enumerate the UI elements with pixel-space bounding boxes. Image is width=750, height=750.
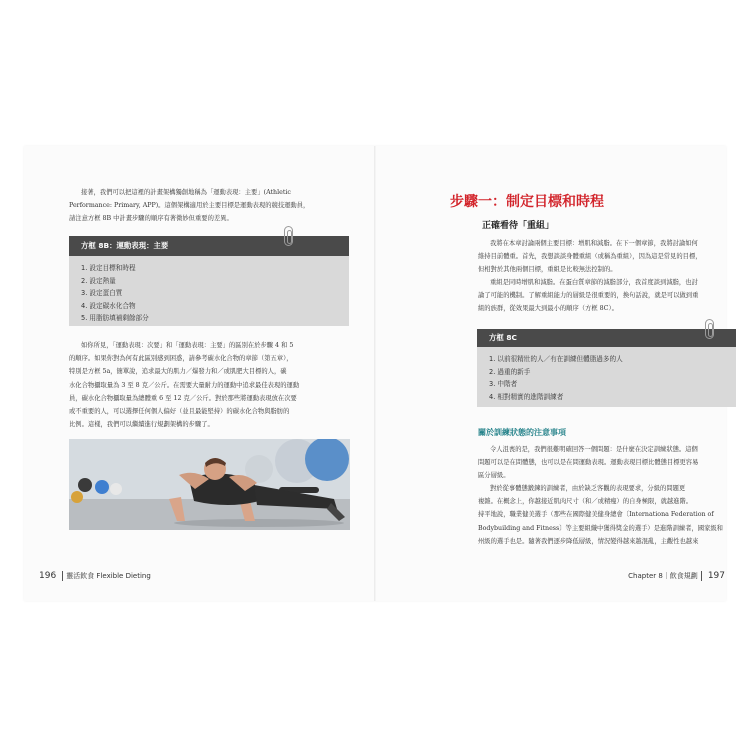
paragraph-4 bbox=[478, 482, 736, 548]
right-page-number: 197 bbox=[707, 571, 725, 581]
p4-line: 持平地說，職業健美選手（那些在國際健美健身總會〔Internationa Federation of bbox=[478, 511, 714, 519]
intro-line: 接著，我們可以把這裡的計畫架構獨創地稱為「運動表現：主要」(Athletic bbox=[81, 189, 291, 196]
p4-line: Bodybuilding and Fitness〕等主要組織中獲得獎金的選手）是進階訓練者，國家級和 bbox=[478, 524, 723, 532]
body-line: 水化合物攝取量為 3 至 8 克／公斤。在需要大量耐力的運動中追求最佳表現的運動 bbox=[69, 381, 300, 389]
right-footer bbox=[628, 571, 728, 581]
paragraph-2 bbox=[478, 276, 736, 316]
left-footer bbox=[36, 571, 151, 581]
box-8b-item: 4. 設定碳水化合物 bbox=[81, 301, 136, 310]
paperclip-icon bbox=[284, 226, 293, 246]
box-8c-list bbox=[477, 347, 736, 403]
intro-line: 請注意方框 8B 中計畫步驟的順序有著微妙但重要的差異。 bbox=[69, 215, 233, 223]
chapter-label: Chapter 8｜飲食規劃 bbox=[628, 572, 698, 580]
intro-line: Performance: Primary, APP)。這個架構適用於主要目標是運動表現的競技運動員， bbox=[69, 202, 310, 210]
p2-line: 論了可能的機制。了解重組能力的層級是很重要的，換句話說，就是可以做到重 bbox=[478, 292, 699, 300]
p2-line: 組的族群，從效果最大到最小的順序（方框 8C）。 bbox=[478, 305, 618, 313]
pushup-photo bbox=[69, 439, 350, 530]
p3-line: 令人沮喪的是，我們很難明確回答一個問題：是什麼在決定訓練狀態。這個 bbox=[490, 446, 698, 453]
p1-line: 維持目前體重。首先，我想談談身體重組（或稱為重組），因為這是常見的目標， bbox=[478, 253, 702, 261]
p4-line: 複雜。在概念上，你越接近肌肉尺寸（和／或精瘦）的自身極限，就越進階。 bbox=[478, 498, 693, 506]
book-title: 靈活飲食 Flexible Dieting bbox=[66, 572, 151, 580]
footer-divider bbox=[62, 571, 63, 581]
paragraph-3 bbox=[478, 443, 736, 483]
p4-line: 對於從事體態鍛鍊的訓練者，由於缺乏客觀的表現要求，分級的問題更 bbox=[490, 485, 686, 492]
body-line: 員，碳水化合物攝取量為總體重 6 至 12 克／公斤。對於那些將運動表現放在次要 bbox=[69, 394, 297, 402]
box-8c bbox=[477, 329, 736, 407]
box-8c-item: 1. 以前很精壯的人／有在訓練但體脂過多的人 bbox=[489, 355, 623, 363]
p2-line: 重組是同時增肌和減脂。在蛋白質章節的減脂部分，我首度談到減脂，也討 bbox=[490, 279, 698, 286]
box-8b-title: 方框 8B：運動表現：主要 bbox=[69, 236, 349, 256]
body-paragraph bbox=[69, 339, 351, 431]
p1-line: 但相對於其他兩個目標，重組是比較無法控制的。 bbox=[478, 266, 617, 274]
p1-line: 我將在本章討論兩個主要目標：增肌和減脂。在下一個章節，我將討論如何 bbox=[490, 240, 698, 247]
section-title: 關於訓練狀態的注意事項 bbox=[478, 428, 566, 437]
left-page-number: 196 bbox=[39, 571, 57, 581]
p4-line: 州級的選手也是。隨著我們逐步降低層級，情況變得越來越混亂，主觀性也越來 bbox=[478, 537, 699, 545]
box-8b-item: 1. 設定目標和時程 bbox=[81, 264, 136, 272]
pushup-illustration bbox=[69, 439, 350, 530]
body-line: 比例。這樣，我們可以繼續進行規劃架構的步驟了。 bbox=[69, 421, 214, 429]
box-8b-list bbox=[69, 256, 349, 325]
box-8c-item: 2. 過重的新手 bbox=[489, 367, 531, 376]
box-8b-item: 2. 設定熱量 bbox=[81, 276, 116, 285]
box-8b-item: 3. 設定蛋白質 bbox=[81, 289, 123, 298]
box-8c-title: 方框 8C bbox=[477, 329, 736, 347]
p3-line: 問題可以是在問體態，也可以是在問運動表現。運動表現目標比體態目標更容易 bbox=[478, 459, 699, 467]
intro-paragraph bbox=[69, 186, 351, 226]
box-8c-item: 4. 相對精實的進階訓練者 bbox=[489, 392, 564, 401]
step-title: 步驟一：制定目標和時程 bbox=[450, 194, 604, 210]
sub-title: 正確看待「重組」 bbox=[482, 221, 555, 231]
body-line: 或不重要的人，可以選擇任何個人偏好（並且最能堅持）的碳水化合物與脂肪的 bbox=[69, 408, 290, 416]
footer-divider bbox=[701, 571, 702, 581]
box-8c-item: 3. 中階者 bbox=[489, 380, 518, 389]
p3-line: 區分層級。 bbox=[478, 472, 510, 480]
body-line: 的順序。如果你對為何有此區別感到困惑，請參考碳水化合物的章節（第五章）， bbox=[69, 355, 293, 363]
paperclip-icon bbox=[705, 319, 714, 339]
box-8b bbox=[69, 236, 349, 326]
book-spread bbox=[24, 146, 726, 601]
right-page bbox=[375, 146, 726, 601]
body-line: 特別是方框 5a，簡單說，追求最大的肌力／爆發力和／或肌肥大目標的人，碳 bbox=[69, 368, 287, 376]
box-8b-item: 5. 用脂肪填補剩餘部分 bbox=[81, 314, 149, 323]
left-page bbox=[24, 146, 375, 601]
body-line: 如你所見，「運動表現：次要」和「運動表現：主要」的區別在於步驟 4 和 5 bbox=[81, 342, 294, 349]
paragraph-1 bbox=[478, 237, 736, 277]
